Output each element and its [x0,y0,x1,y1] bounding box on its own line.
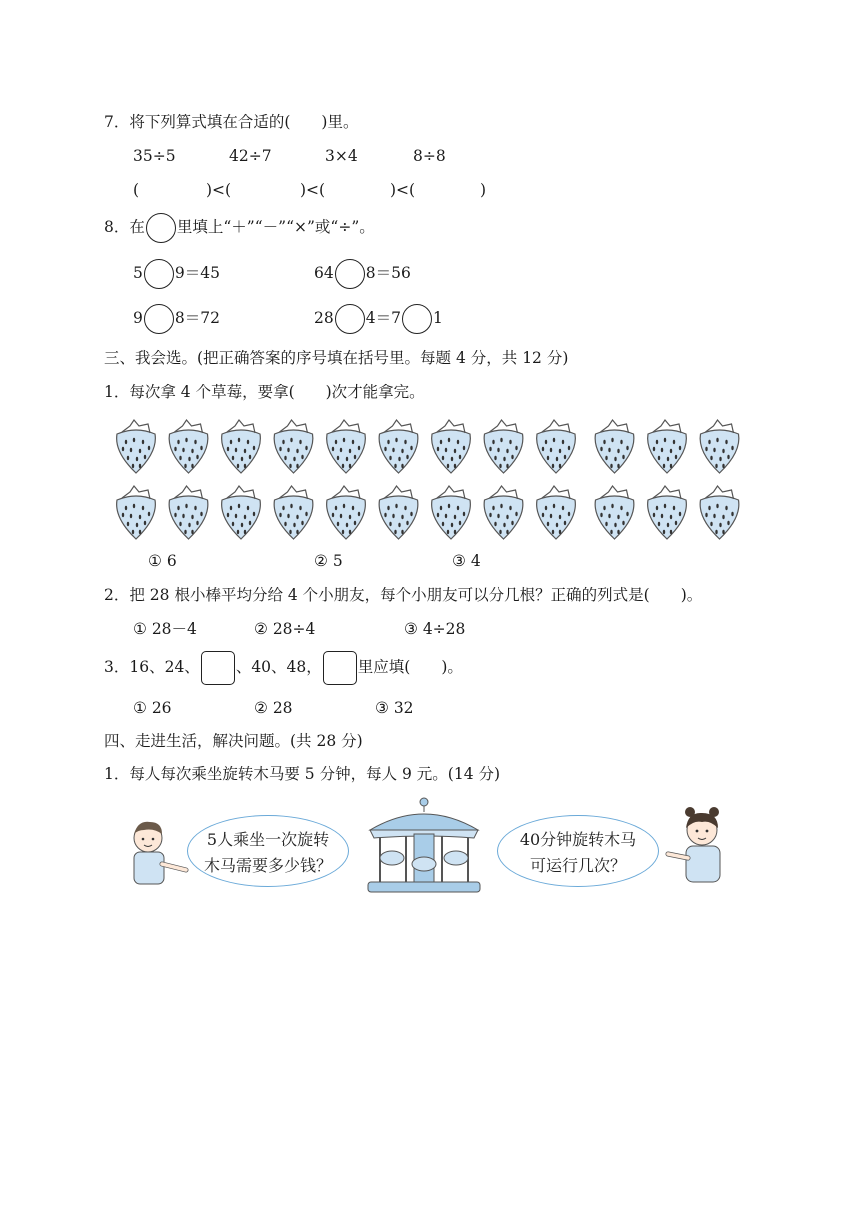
bubble-line: 5人乘坐一次旋转 [206,830,330,849]
q7-blank-sep-1: )<( [206,181,232,199]
strawberry-illustration [112,410,752,546]
strawberry-icon [274,420,313,473]
q7-blank-close: ) [480,181,487,199]
q8-item-2 [314,258,411,289]
result: 9＝45 [174,264,220,282]
s4-q1-text: 1．每人每次乘坐旋转木马要 5 分钟，每人 9 元。(14 分) [104,765,501,783]
bubble-line: 可运行几次？ [529,856,626,875]
q8-title [104,212,375,243]
s3-q2-option-1: ① 28－4 [133,620,197,638]
strawberry-icon [484,420,523,473]
strawberry-icon [595,486,634,539]
strawberry-icon [169,420,208,473]
q8-item-1 [133,258,220,289]
result: 8＝72 [174,309,220,327]
s3-q1-option-3: ③ 4 [452,552,481,570]
q7-expr-2: 42÷7 [229,147,272,165]
strawberry-icon [537,486,576,539]
result: 8＝56 [365,264,411,282]
s3-q1-option-1: ① 6 [148,552,177,570]
strawberry-icon [484,486,523,539]
q7-title: 7．将下列算式填在合适的( )里。 [104,113,359,131]
section4-title: 四、走进生活，解决问题。(共 28 分) [104,732,363,750]
s3-q3-option-1: ① 26 [133,699,172,717]
strawberry-icon [432,420,471,473]
strawberry-icon [169,486,208,539]
operator-circle [146,213,176,243]
operator-circle[interactable] [144,304,174,334]
strawberry-icon [537,420,576,473]
operand: 5 [133,264,143,282]
operand: 28 [314,309,334,327]
speech-bubble-right-text [497,827,659,879]
strawberry-icon [327,420,366,473]
boy-illustration [124,812,194,892]
operator-circle[interactable] [144,259,174,289]
strawberry-icon [595,420,634,473]
s3-q3-option-3: ③ 32 [375,699,414,717]
sequence-part: 3．16、24、 [104,658,200,676]
s3-q1-option-2: ② 5 [314,552,343,570]
strawberry-icon [222,486,261,539]
girl-illustration [660,804,736,890]
q7-expr-1: 35÷5 [133,147,176,165]
s3-q2-text: 2．把 28 根小棒平均分给 4 个小朋友，每个小朋友可以分几根？正确的列式是( )。 [104,586,703,604]
strawberry-icon [700,486,739,539]
q7-expr-3: 3×4 [325,147,358,165]
s3-q1-text: 1．每次拿 4 个草莓，要拿( )次才能拿完。 [104,383,425,401]
section3-title: 三、我会选。(把正确答案的序号填在括号里。每题 4 分，共 12 分) [104,349,569,367]
carousel-illustration [366,794,490,898]
q8-item-4 [314,303,443,334]
strawberry-icon [117,486,156,539]
result: 1 [432,309,443,327]
operator-circle[interactable] [335,304,365,334]
strawberry-icon [648,486,687,539]
sequence-part: 、40、48， [235,658,322,676]
answer-box[interactable] [201,651,235,685]
bubble-line: 40分钟旋转木马 [519,830,637,849]
sequence-part: 里应填( )。 [357,658,463,676]
strawberry-icon [327,486,366,539]
strawberry-icon [432,486,471,539]
strawberry-icon [222,420,261,473]
strawberry-icon [379,420,418,473]
speech-bubble-left-text [187,827,349,879]
q7-blank-sep-3: )<( [390,181,416,199]
operator-circle[interactable] [335,259,365,289]
strawberry-icon [274,486,313,539]
q8-suffix: 里填上“＋”“－”“×”或“÷”。 [176,218,375,236]
result: 4＝7 [365,309,401,327]
q7-blank-open: ( [133,181,140,199]
operand: 9 [133,309,143,327]
strawberry-icon [379,486,418,539]
strawberry-icon [648,420,687,473]
q8-item-3 [133,303,220,334]
q8-prefix: 8．在 [104,218,145,236]
answer-box[interactable] [323,651,357,685]
s3-q2-option-3: ③ 4÷28 [404,620,466,638]
operand: 64 [314,264,334,282]
s3-q3-text [104,650,463,685]
operator-circle[interactable] [402,304,432,334]
q7-expr-4: 8÷8 [413,147,446,165]
bubble-line: 木马需要多少钱？ [203,856,332,875]
strawberry-icon [117,420,156,473]
q7-blank-sep-2: )<( [300,181,326,199]
strawberry-icon [700,420,739,473]
s3-q2-option-2: ② 28÷4 [254,620,316,638]
s3-q3-option-2: ② 28 [254,699,293,717]
